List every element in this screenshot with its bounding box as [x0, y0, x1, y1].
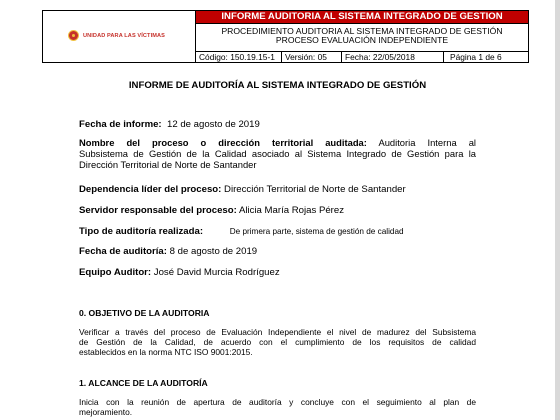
objective-line-3: establecidos en la norma NTC ISO 9001:2015. — [79, 347, 253, 357]
document-header — [42, 10, 529, 63]
procedure-line-2: PROCESO EVALUACIÓN INDEPENDIENTE — [275, 35, 449, 45]
lead-dependency-value: Dirección Territorial de Norte de Santander — [224, 184, 406, 195]
header-meta — [196, 51, 528, 62]
audit-type — [79, 226, 404, 237]
scope-heading: 1. ALCANCE DE LA AUDITORÍA — [79, 378, 208, 388]
header-title: INFORME AUDITORIA AL SISTEMA INTEGRADO DE GESTION — [196, 11, 528, 24]
header-page: Página 1 de 6 — [450, 52, 502, 62]
team-label: Equipo Auditor: — [79, 267, 152, 278]
logo-cell — [43, 11, 196, 62]
procedure-line-1: PROCEDIMIENTO AUDITORIA AL SISTEMA INTEGRADO DE GESTIÓN — [221, 26, 503, 36]
header-date: Fecha: 22/05/2018 — [342, 52, 444, 62]
responsible-value: Alicia María Rojas Pérez — [238, 205, 345, 216]
team-value: José David Murcia Rodríguez — [153, 267, 280, 278]
objective-heading: 0. OBJETIVO DE LA AUDITORIA — [79, 308, 210, 318]
lead-dependency-label: Dependencia líder del proceso: — [79, 184, 222, 195]
audit-date-label: Fecha de auditoría: — [79, 246, 167, 257]
responsible-label: Servidor responsable del proceso: — [79, 205, 237, 216]
logo — [68, 30, 165, 41]
scope-line-2: mejoramiento. — [79, 407, 133, 417]
process-value-1: Auditoria Interna al — [378, 137, 476, 148]
header-info — [196, 11, 528, 62]
audit-team — [79, 267, 280, 278]
process-name — [79, 137, 476, 170]
document-title: INFORME DE AUDITORÍA AL SISTEMA INTEGRADO DE GESTIÓN — [128, 80, 427, 91]
report-date-label: Fecha de informe: — [79, 119, 162, 130]
viewer-margin — [555, 0, 560, 420]
audit-date — [79, 246, 257, 257]
process-value-2: Subsistema de Gestión de la Calidad asociado al Sistema Integrado de Gestión para la — [79, 148, 476, 159]
scope-text — [79, 397, 476, 417]
process-value-3: Dirección Territorial de Norte de Santander — [79, 159, 257, 170]
header-version: Versión: 05 — [282, 52, 342, 62]
lead-dependency — [79, 184, 406, 195]
audit-type-value: De primera parte, sistema de gestión de calidad — [229, 227, 404, 236]
scope-line-1: Inicia con la reunión de apertura de auditoría y concluye con el seguimiento al plan de — [79, 397, 476, 407]
objective-line-2: de Gestión de la Calidad, de acuerdo con el cumplimiento de los requisitos de calidad — [79, 337, 476, 347]
report-date-value: 12 de agosto de 2019 — [166, 119, 260, 130]
header-procedure — [196, 26, 528, 45]
logo-text: UNIDAD PARA LAS VÍCTIMAS — [83, 32, 165, 39]
process-label: Nombre del proceso o dirección territorial auditada: — [79, 137, 367, 148]
objective-line-1: Verificar a través del proceso de Evaluación Independiente el nivel de madurez del Subsistema — [79, 327, 476, 337]
responsible — [79, 205, 344, 216]
objective-text — [79, 327, 476, 357]
process-line-1 — [79, 137, 476, 148]
header-code: Código: 150.19.15-1 — [196, 52, 282, 62]
audit-date-value: 8 de agosto de 2019 — [169, 246, 258, 257]
report-date — [79, 119, 260, 130]
audit-type-label: Tipo de auditoría realizada: — [79, 226, 204, 237]
seal-icon — [68, 30, 79, 41]
